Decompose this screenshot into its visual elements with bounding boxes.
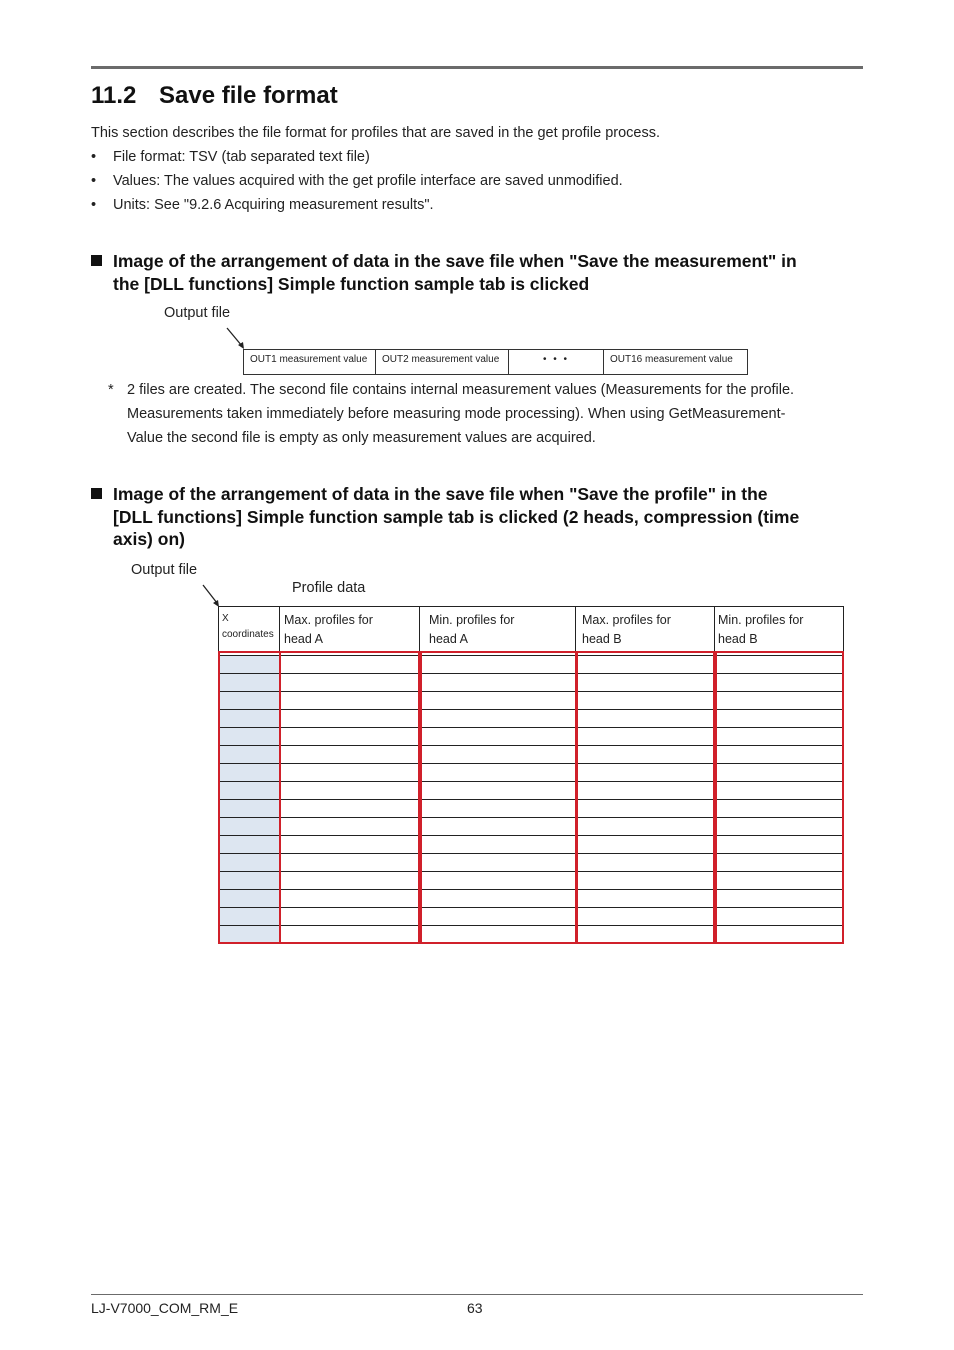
header-line: head A bbox=[429, 631, 468, 646]
profile-value-cell bbox=[420, 674, 576, 692]
profile-value-cell bbox=[420, 836, 576, 854]
subheading-line: axis) on) bbox=[113, 529, 185, 549]
profile-value-cell bbox=[576, 692, 715, 710]
table-row bbox=[219, 710, 844, 728]
table-row bbox=[219, 674, 844, 692]
profile-value-cell bbox=[280, 872, 420, 890]
profile-value-cell bbox=[715, 728, 844, 746]
profile-value-cell bbox=[280, 908, 420, 926]
x-coordinate-cell bbox=[219, 746, 280, 764]
note-marker: * bbox=[108, 382, 114, 398]
header-line: coordinates bbox=[222, 629, 274, 640]
profile-value-cell bbox=[715, 764, 844, 782]
profile-value-cell bbox=[715, 710, 844, 728]
profile-value-cell bbox=[280, 656, 420, 674]
table-row bbox=[219, 782, 844, 800]
x-coordinate-cell bbox=[219, 692, 280, 710]
x-coordinate-cell bbox=[219, 674, 280, 692]
x-coordinate-cell bbox=[219, 728, 280, 746]
x-coordinate-cell bbox=[219, 818, 280, 836]
note-line: 2 files are created. The second file contains internal measurement values (Measurements for the profile. bbox=[127, 382, 795, 398]
table-row bbox=[219, 764, 844, 782]
header-max-head-b bbox=[576, 607, 715, 656]
x-coordinate-cell bbox=[219, 764, 280, 782]
subheading-measurement bbox=[91, 250, 866, 295]
profile-value-cell bbox=[420, 890, 576, 908]
square-bullet-icon bbox=[91, 255, 102, 266]
x-coordinate-cell bbox=[219, 800, 280, 818]
x-coordinate-cell bbox=[219, 656, 280, 674]
x-coordinate-cell bbox=[219, 890, 280, 908]
ellipsis-cell: • • • bbox=[509, 350, 604, 374]
table-row bbox=[219, 656, 844, 674]
profile-value-cell bbox=[715, 926, 844, 944]
profile-value-cell bbox=[715, 872, 844, 890]
table-row bbox=[219, 908, 844, 926]
profile-value-cell bbox=[420, 692, 576, 710]
header-line: Max. profiles for bbox=[582, 613, 671, 627]
profile-value-cell bbox=[280, 800, 420, 818]
x-coordinate-cell bbox=[219, 836, 280, 854]
header-line: Max. profiles for bbox=[284, 613, 373, 627]
bullet-dot: • bbox=[91, 173, 97, 189]
profile-value-cell bbox=[576, 674, 715, 692]
table-row bbox=[219, 692, 844, 710]
profile-value-cell bbox=[715, 692, 844, 710]
profile-data-label: Profile data bbox=[292, 580, 366, 596]
profile-value-cell bbox=[576, 800, 715, 818]
section-title: Save file format bbox=[159, 82, 338, 109]
x-coordinate-cell bbox=[219, 854, 280, 872]
table-row bbox=[219, 836, 844, 854]
table-row bbox=[219, 818, 844, 836]
profile-value-cell bbox=[715, 836, 844, 854]
table-row bbox=[219, 854, 844, 872]
header-x-coordinates bbox=[219, 607, 280, 656]
profile-value-cell bbox=[420, 800, 576, 818]
x-coordinate-cell bbox=[219, 782, 280, 800]
profile-value-cell bbox=[420, 926, 576, 944]
bullet-dot: • bbox=[91, 197, 97, 213]
profile-value-cell bbox=[420, 710, 576, 728]
subheading-line: the [DLL functions] Simple function sample tab is clicked bbox=[113, 273, 590, 294]
table-row bbox=[219, 728, 844, 746]
profile-value-cell bbox=[715, 890, 844, 908]
profile-value-cell bbox=[280, 674, 420, 692]
x-coordinate-cell bbox=[219, 926, 280, 944]
bullet-item bbox=[91, 149, 370, 165]
profile-value-cell bbox=[576, 728, 715, 746]
x-coordinate-cell bbox=[219, 908, 280, 926]
profile-value-cell bbox=[420, 908, 576, 926]
profile-value-cell bbox=[420, 728, 576, 746]
header-line: Min. profiles for bbox=[429, 613, 515, 627]
profile-value-cell bbox=[280, 818, 420, 836]
profile-value-cell bbox=[280, 890, 420, 908]
output-file-label: Output file bbox=[131, 562, 198, 578]
profile-value-cell bbox=[280, 836, 420, 854]
profile-value-cell bbox=[576, 746, 715, 764]
profile-value-cell bbox=[280, 728, 420, 746]
header-line: Min. profiles for bbox=[718, 613, 804, 627]
profile-value-cell bbox=[420, 872, 576, 890]
profile-value-cell bbox=[715, 746, 844, 764]
profile-value-cell bbox=[280, 692, 420, 710]
bullet-item bbox=[91, 197, 434, 213]
note-line: Measurements taken immediately before measuring mode processing). When using GetMeasurement- bbox=[127, 406, 786, 422]
header-min-head-a bbox=[420, 607, 576, 656]
profile-value-cell bbox=[715, 656, 844, 674]
top-rule bbox=[91, 66, 863, 69]
profile-value-cell bbox=[576, 908, 715, 926]
profile-value-cell bbox=[576, 656, 715, 674]
profile-value-cell bbox=[280, 710, 420, 728]
profile-table bbox=[218, 606, 844, 944]
profile-value-cell bbox=[715, 800, 844, 818]
table-header-row bbox=[219, 607, 844, 656]
header-line: head B bbox=[582, 631, 622, 646]
square-bullet-icon bbox=[91, 488, 102, 499]
profile-value-cell bbox=[576, 872, 715, 890]
subheading-line: Image of the arrangement of data in the save file when "Save the profile" in the bbox=[113, 484, 768, 504]
profile-value-cell bbox=[576, 890, 715, 908]
subheading-profile bbox=[91, 483, 866, 551]
table-row bbox=[219, 872, 844, 890]
subheading-line: Image of the arrangement of data in the save file when "Save the measurement" in bbox=[113, 251, 797, 271]
out16-cell: OUT16 measurement value bbox=[610, 354, 733, 365]
section-heading bbox=[91, 82, 338, 110]
subheading-line: [DLL functions] Simple function sample tab is clicked (2 heads, compression (time bbox=[113, 506, 800, 527]
profile-value-cell bbox=[576, 836, 715, 854]
table-row bbox=[219, 746, 844, 764]
header-line: X bbox=[222, 613, 229, 624]
bullet-dot: • bbox=[91, 149, 97, 165]
profile-value-cell bbox=[576, 854, 715, 872]
profile-value-cell bbox=[576, 818, 715, 836]
profile-value-cell bbox=[420, 746, 576, 764]
profile-value-cell bbox=[715, 674, 844, 692]
footer-doc-id: LJ-V7000_COM_RM_E bbox=[91, 1300, 239, 1316]
note-line: Value the second file is empty as only measurement values are acquired. bbox=[127, 430, 596, 446]
profile-value-cell bbox=[715, 908, 844, 926]
bullet-text: Units: See "9.2.6 Acquiring measurement results". bbox=[113, 197, 434, 213]
profile-value-cell bbox=[420, 854, 576, 872]
profile-value-cell bbox=[280, 764, 420, 782]
profile-value-cell bbox=[715, 818, 844, 836]
profile-value-cell bbox=[280, 746, 420, 764]
bullet-text: File format: TSV (tab separated text file) bbox=[113, 149, 370, 165]
profile-value-cell bbox=[280, 782, 420, 800]
footer-page-number: 63 bbox=[467, 1300, 483, 1316]
profile-value-cell bbox=[576, 926, 715, 944]
header-min-head-b bbox=[715, 607, 844, 656]
x-coordinate-cell bbox=[219, 710, 280, 728]
bullet-text: Values: The values acquired with the get profile interface are saved unmodified. bbox=[113, 173, 623, 189]
section-number: 11.2 bbox=[91, 82, 137, 109]
profile-value-cell bbox=[420, 656, 576, 674]
bottom-rule bbox=[91, 1294, 863, 1295]
bullet-item bbox=[91, 173, 623, 189]
x-coordinate-cell bbox=[219, 872, 280, 890]
out2-cell: OUT2 measurement value bbox=[376, 350, 509, 374]
table-row bbox=[219, 890, 844, 908]
table-row bbox=[219, 926, 844, 944]
profile-value-cell bbox=[576, 764, 715, 782]
profile-value-cell bbox=[576, 710, 715, 728]
header-line: head B bbox=[718, 631, 758, 646]
arrow-icon bbox=[225, 326, 247, 350]
profile-value-cell bbox=[420, 764, 576, 782]
profile-value-cell bbox=[576, 782, 715, 800]
profile-value-cell bbox=[715, 782, 844, 800]
out1-cell: OUT1 measurement value bbox=[244, 350, 376, 374]
profile-value-cell bbox=[715, 854, 844, 872]
output-file-label: Output file bbox=[164, 305, 231, 321]
profile-value-cell bbox=[280, 854, 420, 872]
profile-value-cell bbox=[420, 782, 576, 800]
intro-paragraph: This section describes the file format for profiles that are saved in the get profile process. bbox=[91, 125, 660, 141]
header-max-head-a bbox=[280, 607, 420, 656]
header-line: head A bbox=[284, 631, 323, 646]
profile-value-cell bbox=[420, 818, 576, 836]
table-row bbox=[219, 800, 844, 818]
table-body bbox=[219, 656, 844, 944]
measurement-file-row bbox=[243, 349, 748, 375]
profile-value-cell bbox=[280, 926, 420, 944]
